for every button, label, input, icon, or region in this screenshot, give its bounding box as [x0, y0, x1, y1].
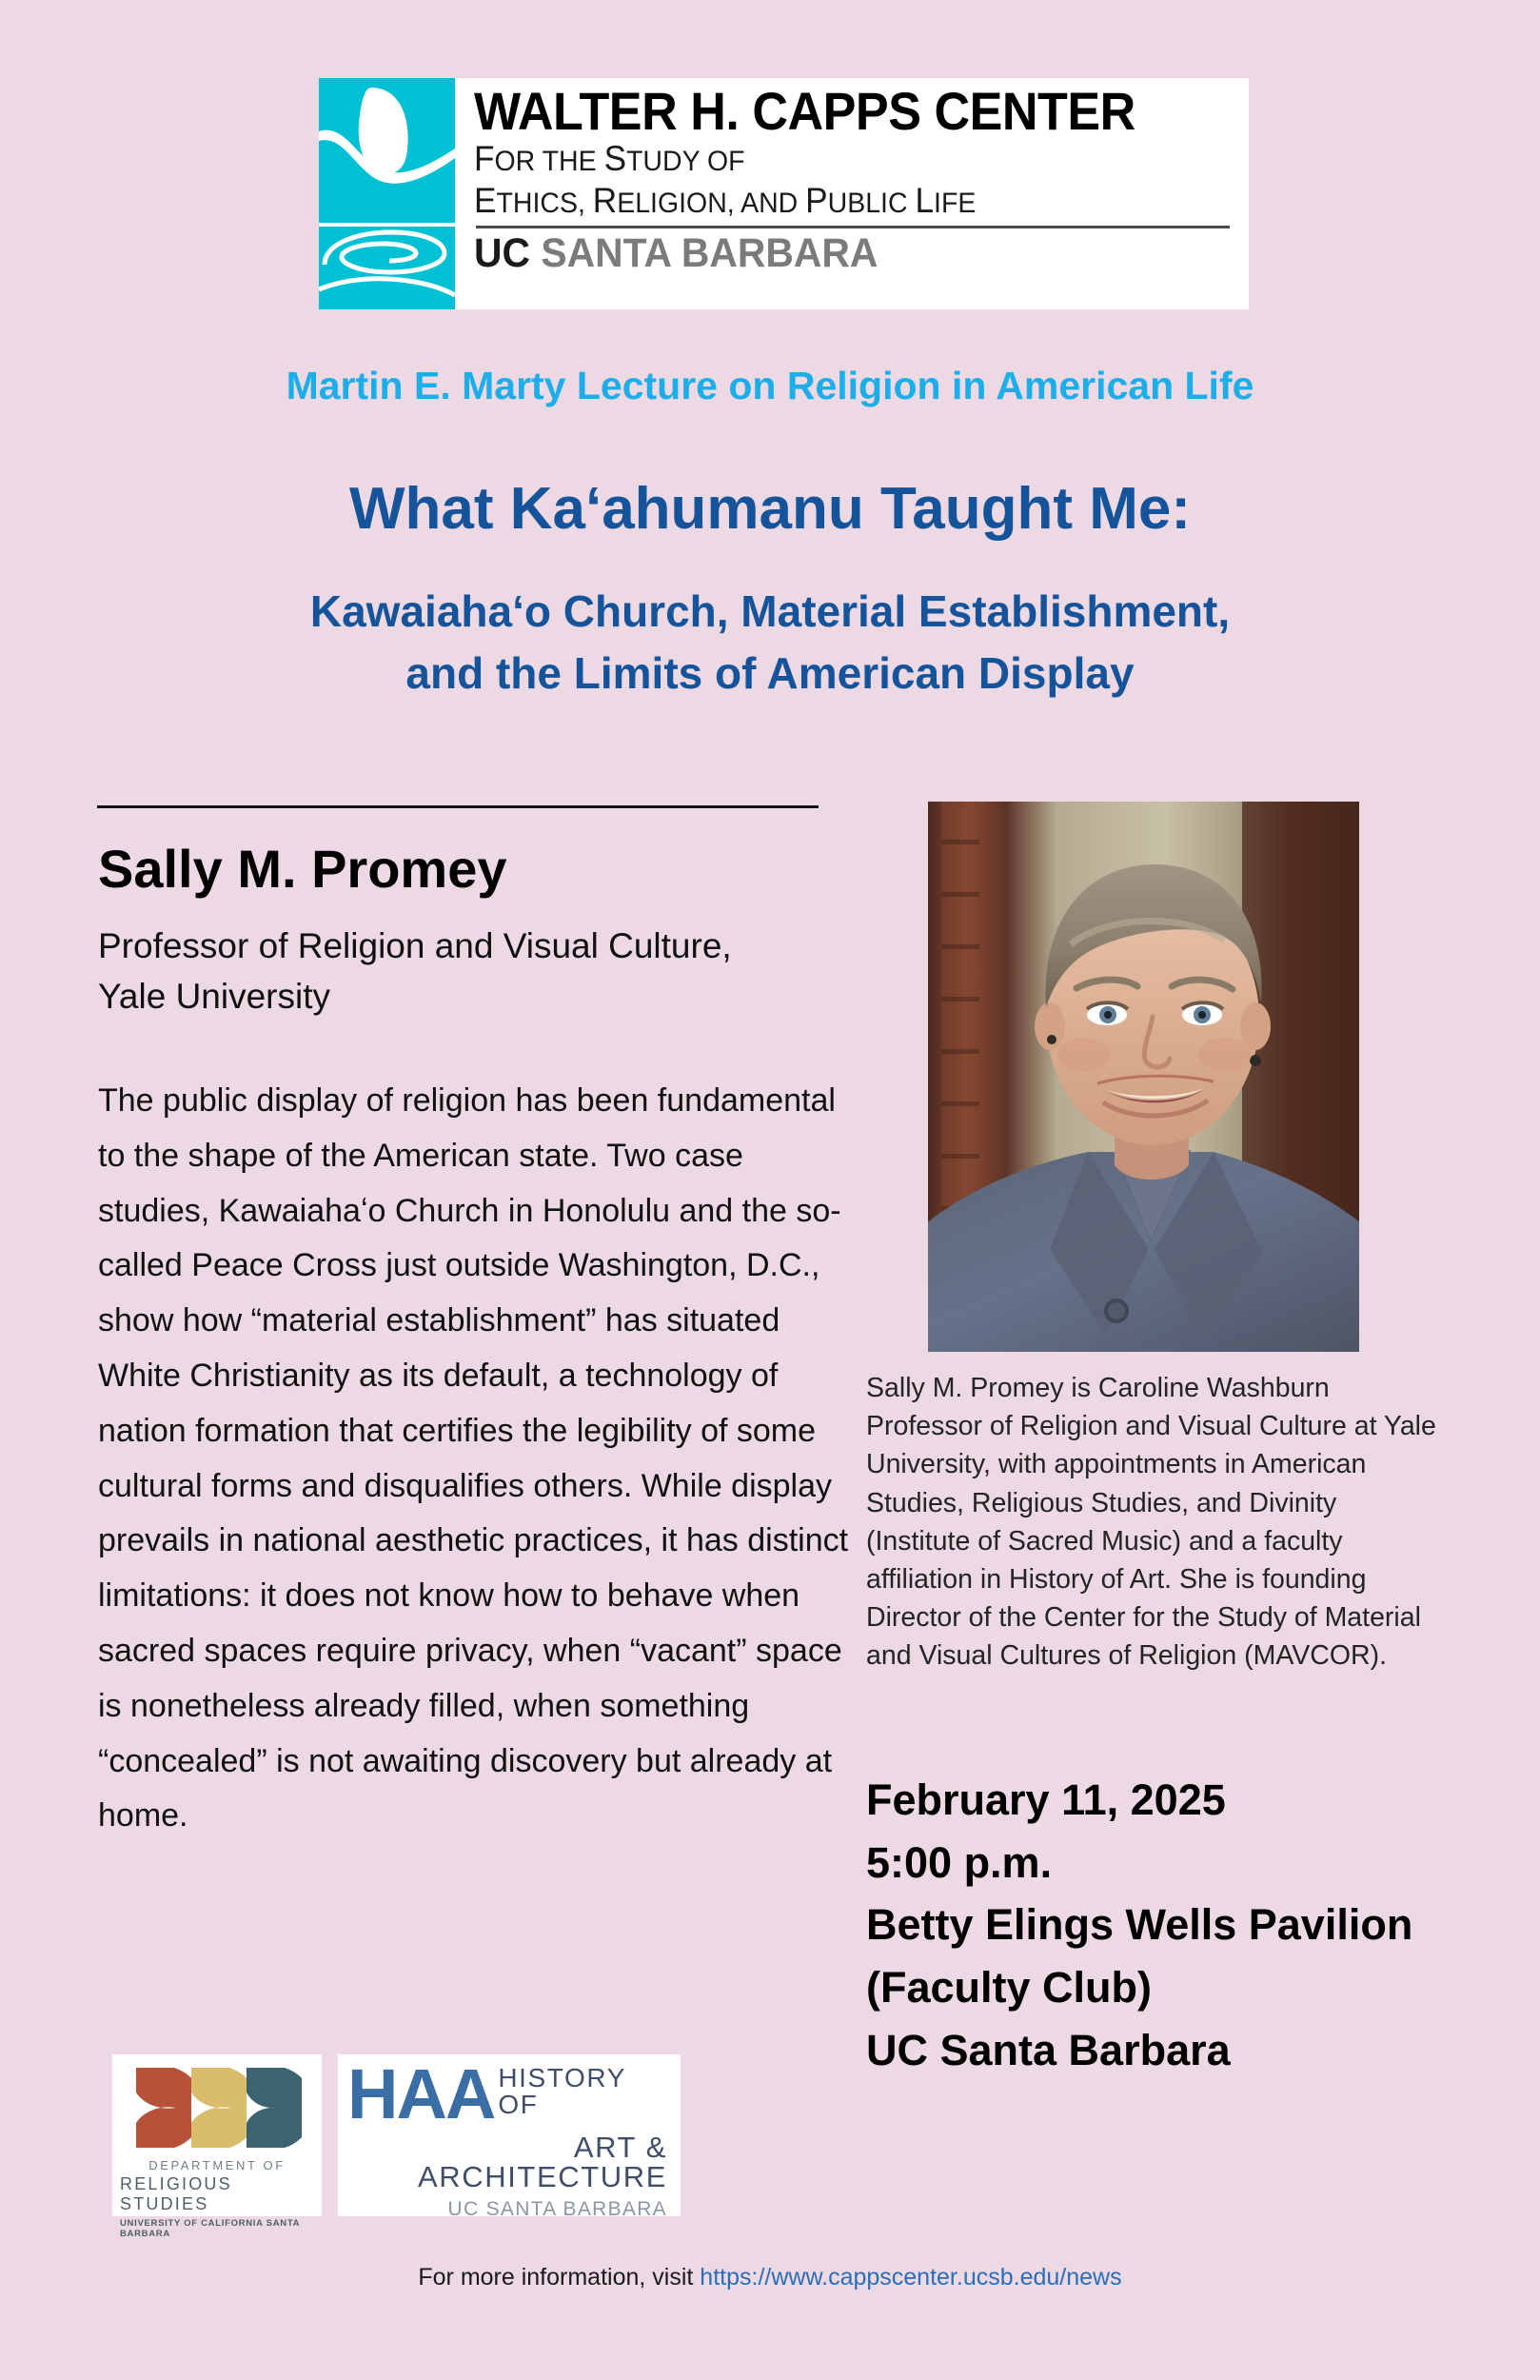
- page-subtitle: [0, 581, 1540, 705]
- logo-divider: [476, 226, 1230, 228]
- page-subtitle-line-2: and the Limits of American Display: [405, 648, 1135, 699]
- logo-campus: UC SANTA BARBARA: [474, 230, 879, 277]
- lecture-series-name: Martin E. Marty Lecture on Religion in American Life: [286, 364, 1254, 407]
- religious-studies-mark-icon: [132, 2064, 302, 2152]
- speaker-affiliation-line-1: Professor of Religion and Visual Culture,: [98, 926, 732, 965]
- cappscenter-news-link[interactable]: https://www.cappscenter.ucsb.edu/news: [700, 2264, 1122, 2291]
- capps-center-logo-mark-icon: [319, 78, 455, 309]
- page-title: What Kaʻahumanu Taught Me:: [348, 476, 1192, 542]
- religious-studies-logo: [112, 2054, 322, 2239]
- religious-studies-line-3: UNIVERSITY OF CALIFORNIA SANTA BARBARA: [120, 2218, 300, 2239]
- event-time: 5:00 p.m.: [866, 1837, 1053, 1887]
- speaker-bio: Sally M. Promey is Caroline Washburn Professor of Religion and Visual Culture at Yale University, with appointments in American Studies, Religious Studies, and Divinity (Institute of Sacred Music) and a faculty affiliation in History of Art. She is founding Director of the Center for the Study of Material and Visual Cultures of Religion (MAVCOR).: [866, 1373, 1436, 1672]
- event-venue-line-1: Betty Elings Wells Pavilion: [866, 1900, 1413, 1950]
- logo-tagline-line1: FOR THE STUDY OF: [474, 139, 745, 179]
- page-subtitle-line-1: Kawaiahaʻo Church, Material Establishment,: [309, 586, 1231, 636]
- logo-org-name: WALTER H. CAPPS CENTER: [474, 81, 1135, 141]
- haa-acronym: HAA: [347, 2054, 495, 2133]
- event-date: February 11, 2025: [866, 1775, 1226, 1824]
- footer-prefix: For more information, visit: [418, 2264, 701, 2291]
- footer-info: [0, 2264, 1540, 2291]
- speaker-name: Sally M. Promey: [98, 839, 507, 899]
- history-of-art-architecture-logo: [338, 2054, 681, 2221]
- event-venue-line-2: (Faculty Club): [866, 1963, 1152, 2013]
- haa-line-2: ART & ARCHITECTURE: [417, 2131, 667, 2194]
- speaker-affiliation: [98, 922, 840, 1021]
- logo-tagline-line2: ETHICS, RELIGION, AND PUBLIC LIFE: [474, 180, 977, 220]
- speaker-affiliation-line-2: Yale University: [98, 976, 331, 1016]
- event-details: [866, 1769, 1504, 2081]
- religious-studies-line-1: DEPARTMENT OF: [148, 2158, 286, 2172]
- haa-line-1: HISTORY OF: [498, 2063, 626, 2120]
- speaker-portrait-photo: [928, 802, 1359, 1352]
- lecture-abstract: The public display of religion has been fundamental to the shape of the American state. Two case studies, Kawaiahaʻo Church in Honolulu and the so-called Peace Cross just outside Washington, D.C., show how “material establishment” has situated White Christianity as its default, a technology of nation formation that certifies the legibility of some cultural forms and disqualifies others. While display prevails in national aesthetic practices, it has distinct limitations: it does not know how to behave when sacred spaces require privacy, when “vacant” space is nonetheless already filled, when something “concealed” is not awaiting discovery but already at home.: [98, 1082, 849, 1835]
- event-location: UC Santa Barbara: [866, 2025, 1231, 2074]
- capps-center-logo: [319, 78, 1249, 309]
- religious-studies-line-2: RELIGIOUS STUDIES: [120, 2174, 232, 2213]
- section-divider: [97, 805, 819, 808]
- haa-line-3: UC SANTA BARBARA: [447, 2198, 667, 2221]
